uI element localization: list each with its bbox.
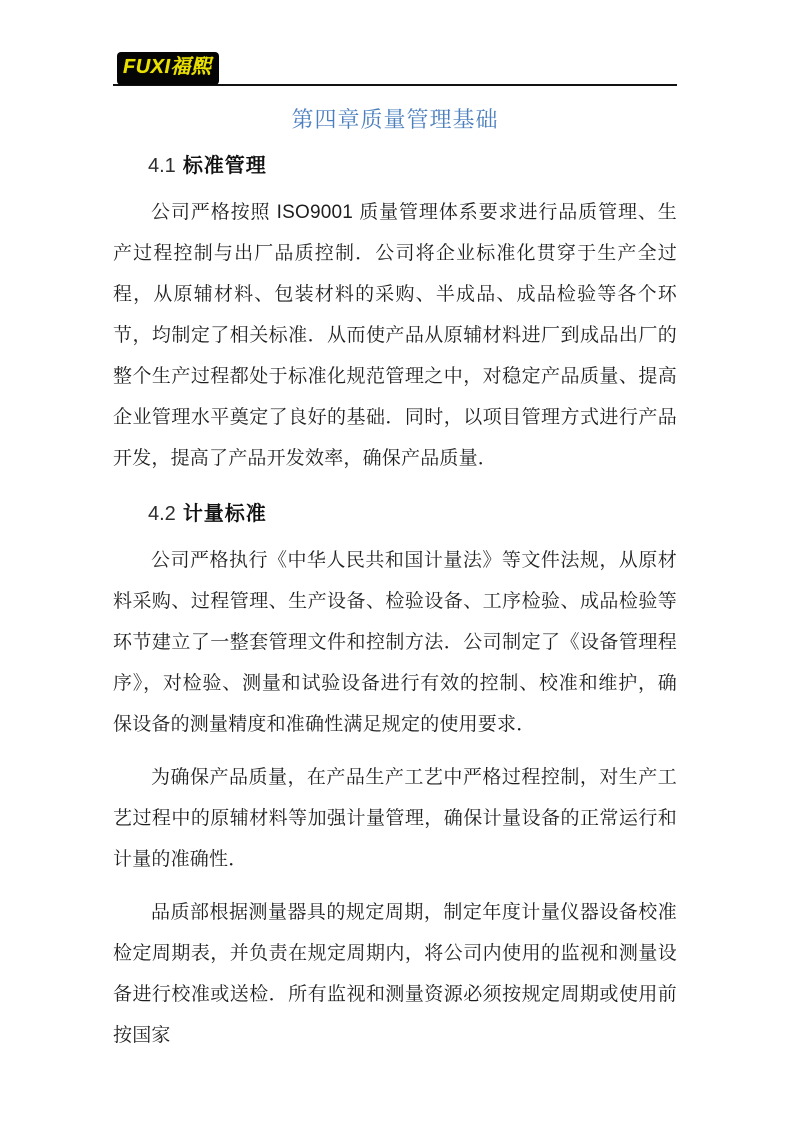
section-label: 计量标准 (182, 503, 267, 525)
company-logo (117, 52, 219, 85)
paragraph-metrology-3: 品质部根据测量器具的规定周期，制定年度计量仪器设备校准检定周期表，并负责在规定周期内，将公司内使用的监视和测量设备进行校准或送检．所有监视和测量资源必须按规定周期或使用前按国家 (113, 902, 677, 1046)
section-number: 4.1 (148, 155, 176, 177)
paragraph-standard-management: 公司严格按照 ISO9001 质量管理体系要求进行品质管理、生产过程控制与出厂品质控制．公司将企业标准化贯穿于生产全过程，从原辅材料、包装材料的采购、半成品、成品检验等各个环节，均制定了相关标准．从而使产品从原辅材料进厂到成品出厂的整个生产过程都处于标准化规范管理之中，对稳定产品质量、提高企业管理水平奠定了良好的基础．同时，以项目管理方式进行产品开发，提高了产品开发效率，确保产品质量． (113, 202, 677, 469)
section-number: 4.2 (148, 503, 176, 525)
section-label: 标准管理 (182, 155, 267, 177)
chapter-title: 第四章质量管理基础 (291, 107, 499, 132)
paragraph-metrology-2: 为确保产品质量，在产品生产工艺中严格过程控制，对生产工艺过程中的原辅材料等加强计量管理，确保计量设备的正常运行和计量的准确性． (113, 767, 677, 870)
section-heading-4-2 (148, 500, 677, 528)
paragraph-metrology-1: 公司严格执行《中华人民共和国计量法》等文件法规，从原材料采购、过程管理、生产设备、检验设备、工序检验、成品检验等环节建立了一整套管理文件和控制方法．公司制定了《设备管理程序》，对检验、测量和试验设备进行有效的控制、校准和维护，确保设备的测量精度和准确性满足规定的使用要求． (113, 550, 677, 735)
section-heading-4-1 (148, 152, 677, 180)
document-header (113, 0, 677, 86)
company-logo-text: FUXI福熙 (123, 56, 212, 78)
